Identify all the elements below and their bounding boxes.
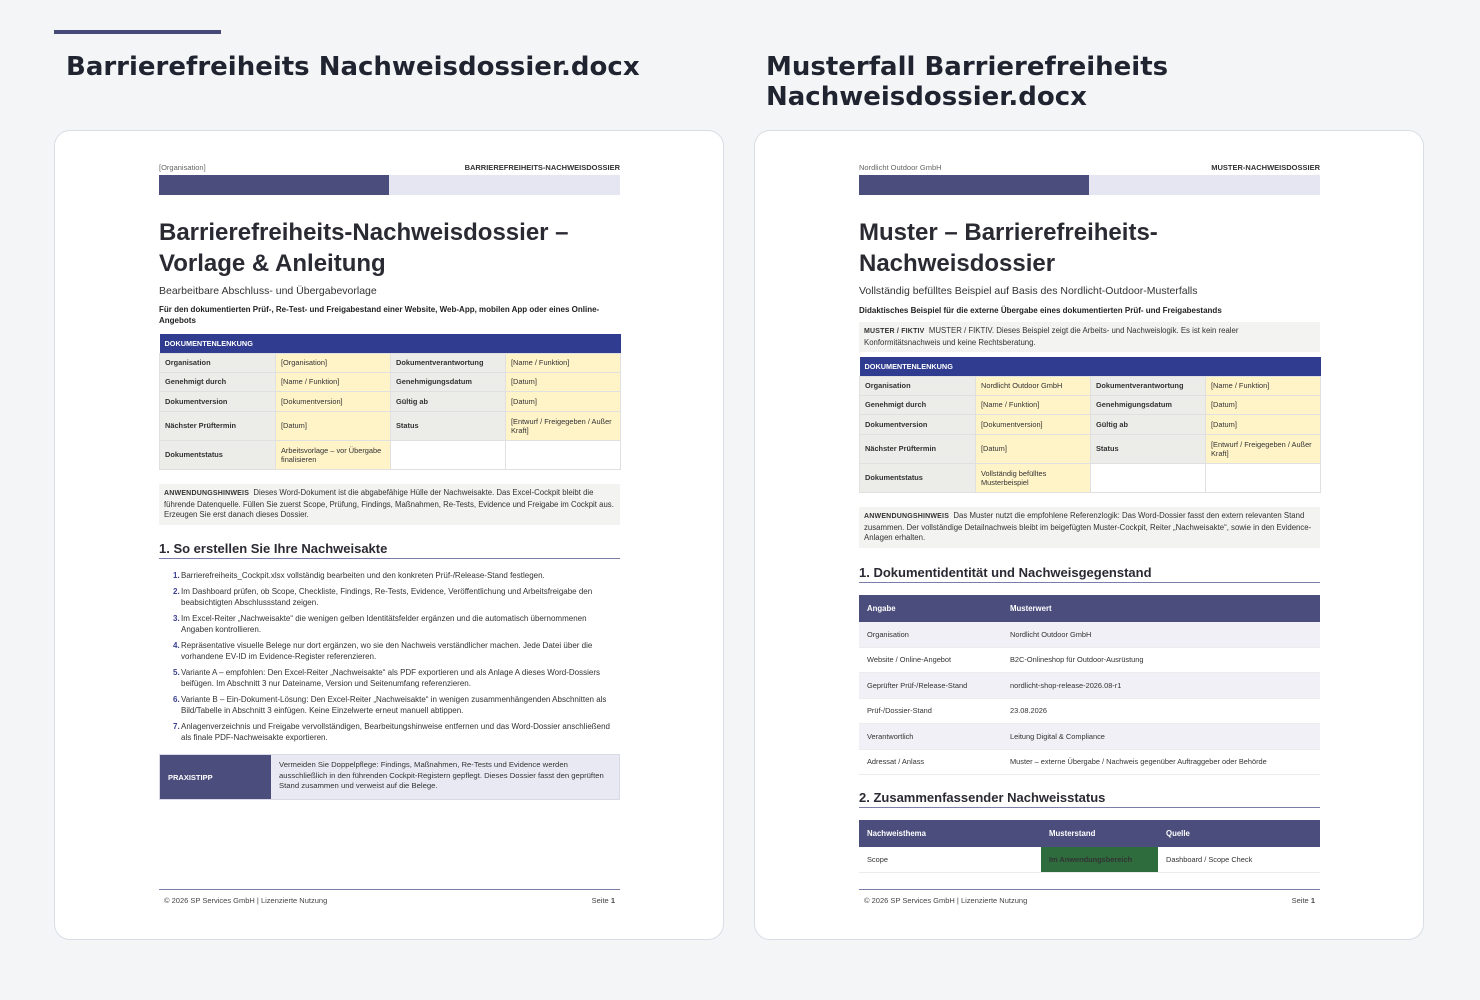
right-file-title-line1: Musterfall Barrierefreiheits (766, 52, 1169, 82)
header-org: [Organisation] (159, 163, 206, 172)
section-heading-1: 1. Dokumentidentität und Nachweisgegenstand (859, 565, 1320, 583)
usage-note-label: ANWENDUNGSHINWEIS (164, 490, 250, 497)
table-cell: [Name / Funktion] (506, 354, 621, 373)
list-item: 3. Im Excel-Reiter „Nachweisakte“ die wenigen gelben Identitätsfelder ergänzen und die automatisch übernommenen Angaben kontrollieren. (173, 614, 587, 634)
practice-tip-text: Vermeiden Sie Doppelpflege: Findings, Maßnahmen, Re-Tests und Evidence werden ausschließlich in den führenden Cockpit-Registern gepflegt. Dieses Dossier fasst den geprüften Stand zusammen und verweist auf die Belege. (271, 755, 619, 799)
table-cell: Arbeitsvorlage – vor Übergabe finalisieren (276, 441, 391, 470)
right-document-preview[interactable] (754, 130, 1424, 940)
table-cell: [Datum] (1206, 415, 1321, 435)
table-cell: [Entwurf / Freigegeben / Außer Kraft] (506, 412, 621, 441)
table-cell: [Datum] (976, 435, 1091, 464)
page-title-line1: Muster – Barrierefreiheits- (859, 219, 1158, 246)
table-row (859, 724, 1320, 750)
left-file-title: Barrierefreiheits Nachweisdossier.docx (66, 52, 640, 82)
right-file-title-line2: Nachweisdossier.docx (766, 82, 1087, 112)
header-bar (859, 175, 1320, 195)
table-cell: Leitung Digital & Compliance (1002, 724, 1320, 750)
table-cell: Nordlicht Outdoor GmbH (976, 377, 1091, 396)
table-cell: Vollständig befülltes Musterbeispiel (976, 464, 1091, 493)
table-cell (1206, 464, 1321, 493)
control-table (859, 357, 1321, 493)
table-cell: Dokumentverantwortung (391, 354, 506, 373)
practice-tip-label: PRAXISTIPP (160, 755, 271, 799)
footer-page: Seite 1 (591, 896, 615, 905)
table-cell: Genehmigungsdatum (391, 373, 506, 392)
table-row (859, 622, 1320, 647)
table-cell (1091, 464, 1206, 493)
table-cell: [Name / Funktion] (1206, 377, 1321, 396)
table-cell: Gültig ab (391, 392, 506, 412)
table-cell: Dokumentversion (860, 415, 976, 435)
page-subtitle: Vollständig befülltes Beispiel auf Basis des Nordlicht-Outdoor-Musterfalls (859, 285, 1198, 297)
table-cell: Muster – externe Übergabe / Nachweis gegenüber Auftraggeber oder Behörde (1002, 749, 1320, 775)
page-title (859, 217, 1320, 279)
list-item: 1. Barrierefreiheits_Cockpit.xlsx vollständig bearbeiten und den konkreten Prüf-/Release-Stand festlegen. (173, 571, 545, 580)
table-header: Quelle (1158, 820, 1320, 847)
table-cell: B2C-Onlineshop für Outdoor-Ausrüstung (1002, 647, 1320, 673)
table-cell: [Datum] (276, 412, 391, 441)
usage-note-text: Das Muster nutzt die empfohlene Referenzlogik: Das Word-Dossier fasst den extern relevanten Stand zusammen. Der vollständige Detailnachweis bleibt im beigefügten Muster-Cockpit, Reiter „Nachweisakte“, sowie in den Evidence-Anlagen erhalten. (864, 511, 1312, 542)
right-file-title (766, 52, 1168, 112)
header-org: Nordlicht Outdoor GmbH (859, 163, 942, 172)
table-cell (391, 441, 506, 470)
table-cell: [Entwurf / Freigegeben / Außer Kraft] (1206, 435, 1321, 464)
status-table (859, 820, 1320, 873)
table-cell: Nächster Prüftermin (860, 435, 976, 464)
page-header (159, 163, 620, 172)
table-cell: [Dokumentversion] (976, 415, 1091, 435)
section-heading-2: 2. Zusammenfassender Nachweisstatus (859, 790, 1320, 808)
page-title (159, 217, 620, 279)
table-cell: Status (1091, 435, 1206, 464)
table-cell: Dokumentverantwortung (1091, 377, 1206, 396)
intro-text: Didaktisches Beispiel für die externe Übergabe eines dokumentierten Prüf- und Freigabestands (859, 306, 1222, 315)
table-cell (506, 441, 621, 470)
table-header: Musterwert (1002, 595, 1320, 622)
table-cell: Scope (859, 847, 1041, 872)
fictive-note-text: MUSTER / FIKTIV. Dieses Beispiel zeigt die Arbeits- und Nachweislogik. Es ist kein realer Konformitätsnachweis und keine Rechtsberatung. (864, 326, 1239, 347)
fictive-note-label: MUSTER / FIKTIV (864, 328, 925, 335)
table-cell: Verantwortlich (859, 724, 1002, 750)
table-cell: [Name / Funktion] (976, 396, 1091, 415)
table-row (859, 673, 1320, 699)
table-cell: Adressat / Anlass (859, 749, 1002, 775)
table-cell: [Datum] (1206, 396, 1321, 415)
table-header: Angabe (859, 595, 1002, 622)
list-item: 4. Repräsentative visuelle Belege nur dort ergänzen, wo sie den Nachweis verständlicher machen. Jede Datei über die vorhandene EV-ID im Evidence-Register referenzieren. (173, 641, 593, 661)
list-item: 7. Anlagenverzeichnis und Freigabe vervollständigen, Bearbeitungshinweise entfernen und das Word-Dossier anschließend als finale PDF-Nachweisakte exportieren. (173, 722, 610, 742)
header-doc-type: BARRIEREFREIHEITS-NACHWEISDOSSIER (464, 163, 620, 172)
table-row (859, 847, 1320, 872)
table-header: Nachweisthema (859, 820, 1041, 847)
table-cell: Organisation (860, 377, 976, 396)
table-cell: Organisation (160, 354, 276, 373)
table-header: Musterstand (1041, 820, 1158, 847)
page-title-line2: Vorlage & Anleitung (159, 250, 386, 277)
usage-note (859, 507, 1320, 548)
table-cell: Prüf-/Dossier-Stand (859, 698, 1002, 724)
steps-list (159, 570, 620, 748)
page-subtitle: Bearbeitbare Abschluss- und Übergabevorlage (159, 285, 377, 297)
list-item: 5. Variante A – empfohlen: Den Excel-Reiter „Nachweisakte“ als PDF exportieren und als Anlage A dieses Word-Dossiers beifügen. Im Abschnitt 3 nur Dateiname, Version und Seitenumfang referenzieren. (173, 668, 601, 688)
table-cell: Nordlicht Outdoor GmbH (1002, 622, 1320, 647)
list-item: 2. Im Dashboard prüfen, ob Scope, Checkliste, Findings, Re-Tests, Evidence, Veröffentlichung und Arbeitsfreigabe den beabsichtigten Abschlussstand zeigen. (173, 587, 593, 607)
table-cell: [Organisation] (276, 354, 391, 373)
left-page (159, 131, 620, 939)
fictive-note (859, 322, 1320, 352)
table-cell: Genehmigungsdatum (1091, 396, 1206, 415)
footer-copyright: © 2026 SP Services GmbH | Lizenzierte Nutzung (864, 896, 1028, 905)
table-cell: Website / Online-Angebot (859, 647, 1002, 673)
footer-page: Seite 1 (1291, 896, 1315, 905)
table-cell: 23.08.2026 (1002, 698, 1320, 724)
control-table-header: DOKUMENTENLENKUNG (160, 334, 621, 354)
table-row (859, 647, 1320, 673)
table-cell: Genehmigt durch (860, 396, 976, 415)
table-cell: Dashboard / Scope Check (1158, 847, 1320, 872)
table-cell: Dokumentstatus (160, 441, 276, 470)
page-title-line2: Nachweisdossier (859, 250, 1056, 277)
table-cell: [Datum] (506, 392, 621, 412)
table-cell: Status (391, 412, 506, 441)
table-cell: [Dokumentversion] (276, 392, 391, 412)
list-item: 6. Variante B – Ein-Dokument-Lösung: Den Excel-Reiter „Nachweisakte“ in wenigen zusammenhängenden Abschnitten als Bild/Tabelle in Abschnitt 3 einfügen. Keine Einzelwerte erneut manuell abtippen. (173, 695, 607, 715)
practice-tip (159, 754, 620, 800)
header-bar (159, 175, 620, 195)
control-table-header: DOKUMENTENLENKUNG (860, 357, 1321, 377)
header-doc-type: MUSTER-NACHWEISDOSSIER (1211, 163, 1320, 172)
status-badge: Im Anwendungsbereich (1041, 847, 1158, 872)
table-cell: Organisation (859, 622, 1002, 647)
table-cell: Dokumentversion (160, 392, 276, 412)
table-cell: Geprüfter Prüf-/Release-Stand (859, 673, 1002, 699)
table-cell: Nächster Prüftermin (160, 412, 276, 441)
page-footer (159, 889, 620, 905)
table-cell: Dokumentstatus (860, 464, 976, 493)
table-cell: Genehmigt durch (160, 373, 276, 392)
table-cell: [Name / Funktion] (276, 373, 391, 392)
accent-bar (54, 30, 221, 34)
usage-note-text: Dieses Word-Dokument ist die abgabefähige Hülle der Nachweisakte. Das Excel-Cockpit bleibt die führende Datenquelle. Füllen Sie zuerst Scope, Prüfung, Findings, Maßnahmen, Re-Tests, Evidence und Freigabe im Cockpit aus. Erzeugen Sie erst danach dieses Dossier. (164, 488, 614, 519)
left-document-preview[interactable] (54, 130, 724, 940)
footer-copyright: © 2026 SP Services GmbH | Lizenzierte Nutzung (164, 896, 328, 905)
page-header (859, 163, 1320, 172)
right-page (859, 131, 1320, 939)
page-title-line1: Barrierefreiheits-Nachweisdossier – (159, 219, 569, 246)
page-footer (859, 889, 1320, 905)
identity-table (859, 595, 1320, 775)
usage-note-label: ANWENDUNGSHINWEIS (864, 513, 950, 520)
control-table (159, 334, 621, 470)
table-row (859, 749, 1320, 775)
table-cell: [Datum] (506, 373, 621, 392)
table-cell: nordlicht-shop-release-2026.08-r1 (1002, 673, 1320, 699)
table-cell: Gültig ab (1091, 415, 1206, 435)
table-row (859, 698, 1320, 724)
usage-note (159, 484, 620, 525)
intro-text: Für den dokumentierten Prüf-, Re-Test- und Freigabestand einer Website, Web-App, mobilen App oder eines Online-Angebots (159, 305, 600, 325)
section-heading-1: 1. So erstellen Sie Ihre Nachweisakte (159, 541, 620, 559)
